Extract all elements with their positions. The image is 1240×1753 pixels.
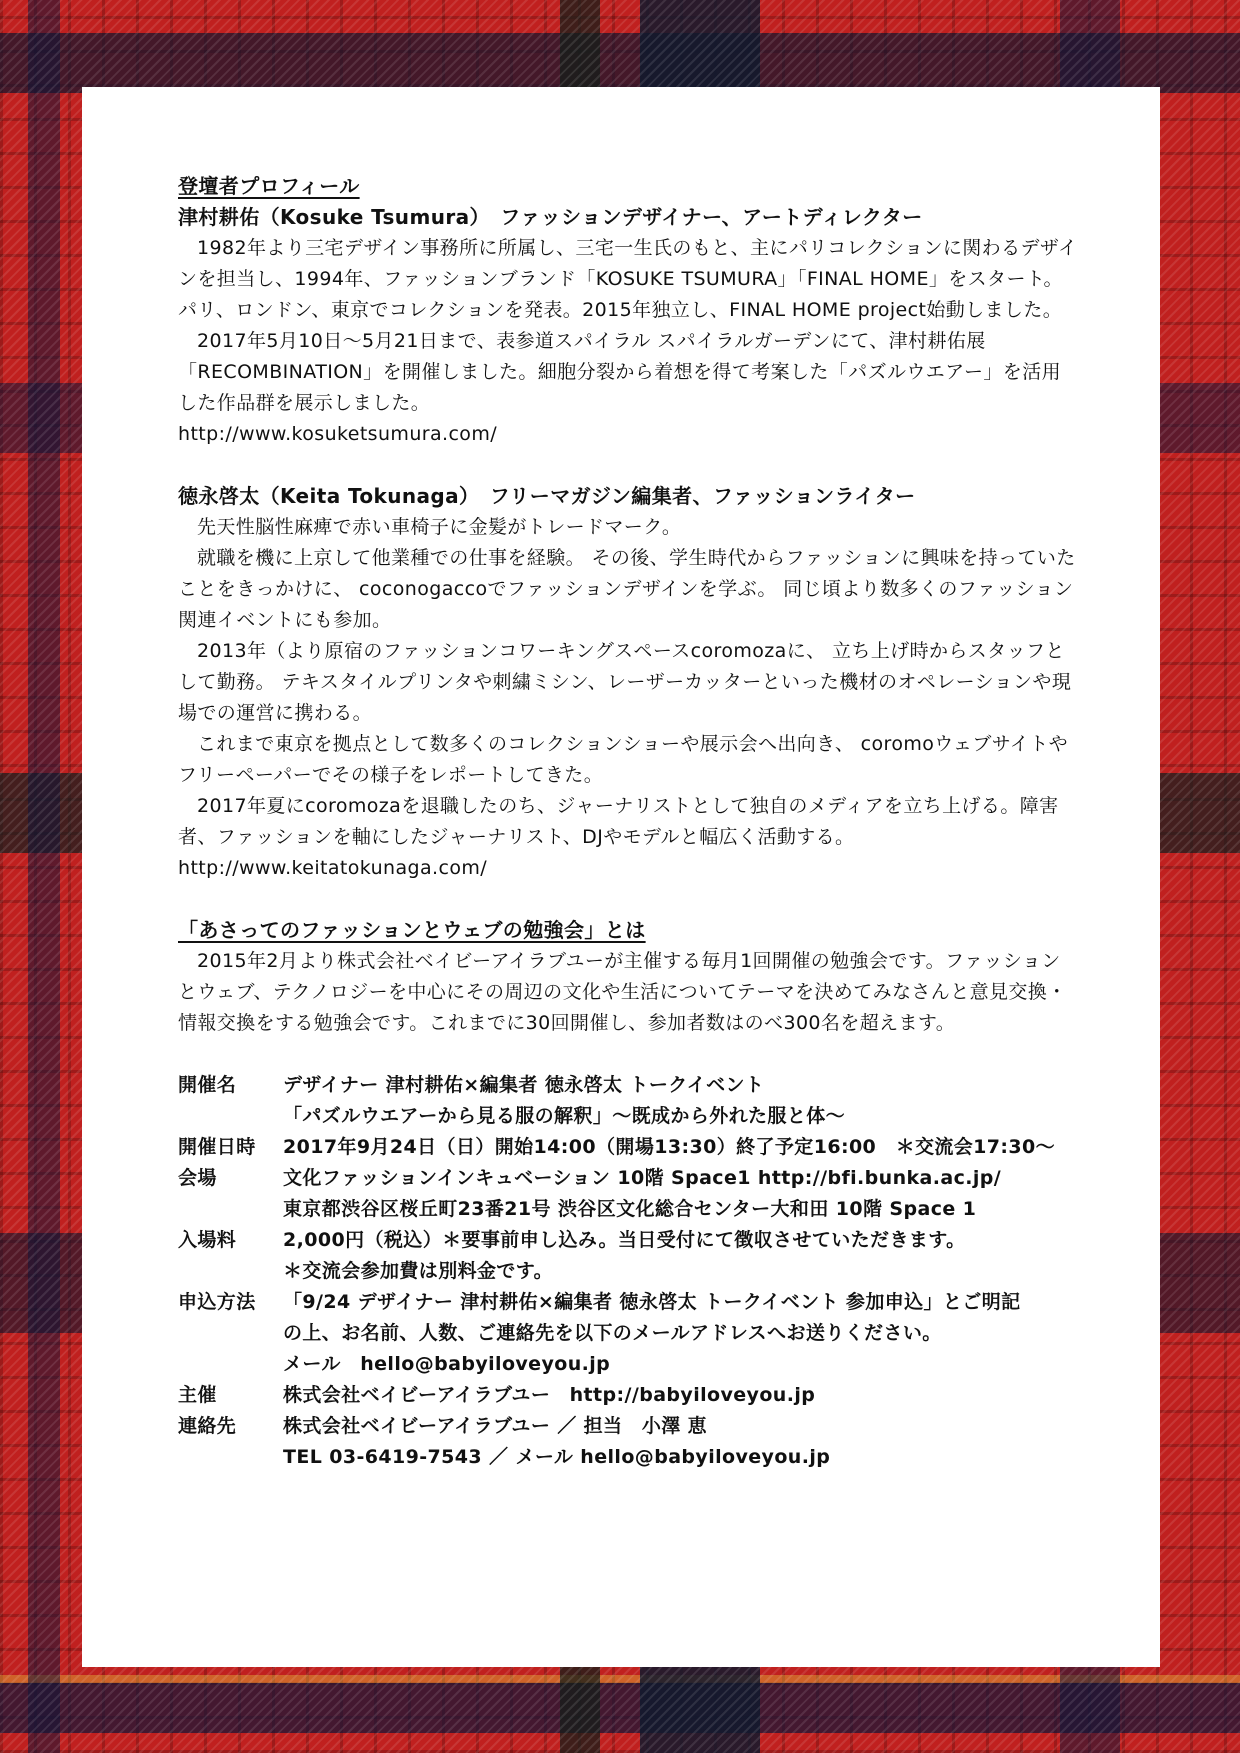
spacer [178, 1039, 1078, 1070]
spacer [178, 884, 1078, 915]
tsumura-heading: 津村耕佑（Kosuke Tsumura） ファッションデザイナー、アートディレクター [178, 205, 923, 229]
tokunaga-paragraph: これまで東京を拠点として数多くのコレクションショーや展示会へ出向き、 coromoウェブサイトやフリーペーパーでその様子をレポートしてきた。 [178, 733, 1068, 786]
event-date-line: 2017年9月24日（日）開始14:00（開場13:30）終了予定16:00 ＊交流会17:30〜 [283, 1136, 1056, 1158]
event-name-row [178, 1070, 1078, 1132]
host-row [178, 1380, 1078, 1411]
about-section-title: 「あさってのファッションとウェブの勉強会」とは [178, 918, 646, 942]
fee-label: 入場料 [178, 1229, 237, 1251]
event-date-value [283, 1132, 1078, 1163]
document-sheet [82, 87, 1160, 1667]
tsumura-url-link[interactable]: http://www.kosuketsumura.com/ [178, 423, 498, 445]
apply-line: の上、お名前、人数、ご連絡先を以下のメールアドレスへお送りください。 [283, 1322, 942, 1344]
event-name-value [283, 1070, 1078, 1132]
tokunaga-url-link[interactable]: http://www.keitatokunaga.com/ [178, 857, 488, 879]
tsumura-paragraph: 1982年より三宅デザイン事務所に所属し、三宅一生氏のもと、主にパリコレクションに関わるデザインを担当し、1994年、ファッションブランド「KOSUKE TSUMURA」「FINAL HOME」をスタート。パリ、ロンドン、東京でコレクションを発表。2015年独立し、FINAL HOME project始動しました。 [178, 237, 1078, 321]
event-name-line: 「パズルウエアーから見る服の解釈」〜既成から外れた服と体〜 [283, 1105, 846, 1127]
apply-email-line[interactable]: メール hello@babyiloveyou.jp [283, 1353, 611, 1375]
venue-line: 文化ファッションインキュベーション 10階 Space1 http://bfi.bunka.ac.jp/ [283, 1167, 1002, 1189]
venue-label: 会場 [178, 1167, 217, 1189]
contact-row [178, 1411, 1078, 1473]
event-name-line: デザイナー 津村耕佑×編集者 徳永啓太 トークイベント [283, 1074, 765, 1096]
host-line[interactable]: 株式会社ベイビーアイラブユー http://babyiloveyou.jp [283, 1384, 816, 1406]
contact-value [283, 1411, 1078, 1473]
fee-line: 2,000円（税込）＊要事前申し込み。当日受付にて徴収させていただきます。 [283, 1229, 966, 1251]
apply-label: 申込方法 [178, 1291, 256, 1313]
tokunaga-heading: 徳永啓太（Keita Tokunaga） フリーマガジン編集者、ファッションライター [178, 484, 916, 508]
host-value [283, 1380, 1078, 1411]
event-date-label: 開催日時 [178, 1136, 256, 1158]
profile-section-title: 登壇者プロフィール [178, 174, 360, 198]
contact-label: 連絡先 [178, 1415, 237, 1437]
venue-row [178, 1163, 1078, 1225]
spacer [178, 450, 1078, 481]
event-date-row [178, 1132, 1078, 1163]
tokunaga-paragraph: 就職を機に上京して他業種での仕事を経験。 その後、学生時代からファッションに興味を持っていたことをきっかけに、 coconogaccoでファッションデザインを学ぶ。 同じ頃より数多くのファッション関連イベントにも参加。 [178, 547, 1076, 631]
tokunaga-paragraph: 先天性脳性麻痺で赤い車椅子に金髪がトレードマーク。 [197, 516, 682, 538]
document-content [178, 171, 1078, 1473]
tsumura-paragraph: 2017年5月10日〜5月21日まで、表参道スパイラル スパイラルガーデンにて、津村耕佑展「RECOMBINATION」を開催しました。細胞分裂から着想を得て考案した「パズルウエアー」を活用した作品群を展示しました。 [178, 330, 1062, 414]
apply-row [178, 1287, 1078, 1380]
tokunaga-paragraph: 2017年夏にcoromozaを退職したのち、ジャーナリストとして独自のメディアを立ち上げる。障害者、ファッションを軸にしたジャーナリスト、DJやモデルと幅広く活動する。 [178, 795, 1059, 848]
fee-row [178, 1225, 1078, 1287]
event-info-table [178, 1070, 1078, 1473]
about-paragraph: 2015年2月より株式会社ベイビーアイラブユーが主催する毎月1回開催の勉強会です。ファッションとウェブ、テクノロジーを中心にその周辺の文化や生活についてテーマを決めてみなさんと意見交換・情報交換をする勉強会です。これまでに30回開催し、参加者数はのべ300名を超えます。 [178, 950, 1067, 1034]
tokunaga-paragraph: 2013年（より原宿のファッションコワーキングスペースcoromozaに、 立ち上げ時からスタッフとして勤務。 テキスタイルプリンタや刺繍ミシン、レーザーカッターといった機材のオペレーションや現場での運営に携わる。 [178, 640, 1072, 724]
contact-line: 株式会社ベイビーアイラブユー ／ 担当 小澤 恵 [283, 1415, 708, 1437]
fee-note-line: ＊交流会参加費は別料金です。 [283, 1260, 554, 1282]
host-label: 主催 [178, 1384, 217, 1406]
contact-phone-email-line[interactable]: TEL 03-6419-7543 ／ メール hello@babyiloveyou.jp [283, 1446, 831, 1468]
venue-address-line: 東京都渋谷区桜丘町23番21号 渋谷区文化総合センター大和田 10階 Space 1 [283, 1198, 977, 1220]
venue-value [283, 1163, 1078, 1225]
event-name-label: 開催名 [178, 1074, 237, 1096]
apply-value [283, 1287, 1078, 1380]
apply-line: 「9/24 デザイナー 津村耕佑×編集者 徳永啓太 トークイベント 参加申込」とご明記 [283, 1291, 1021, 1313]
fee-value [283, 1225, 1078, 1287]
